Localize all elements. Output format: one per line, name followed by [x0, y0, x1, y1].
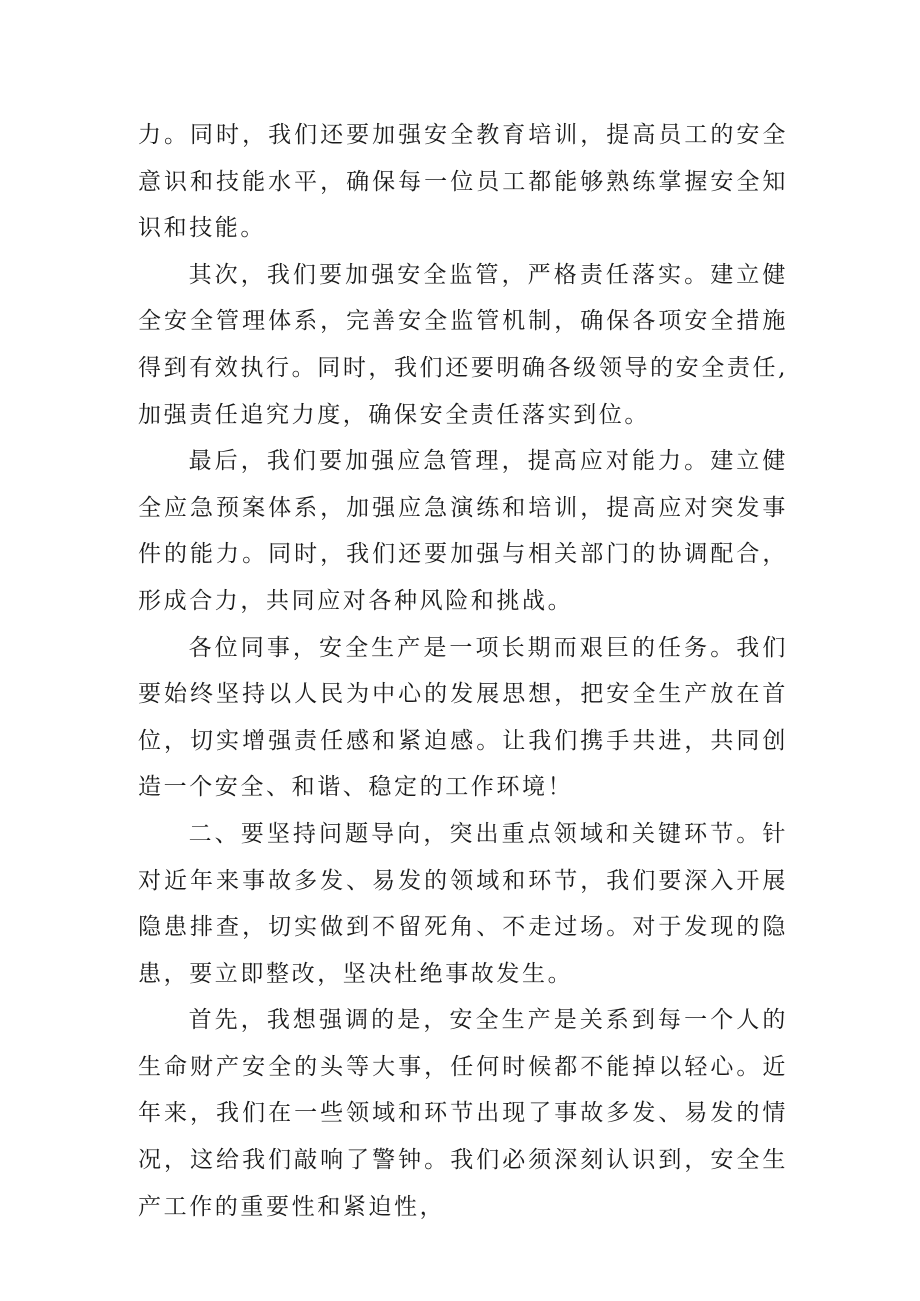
paragraph-3: 最后，我们要加强应急管理，提高应对能力。建立健全应急预案体系，加强应急演练和培训，提高应对突发事件的能力。同时，我们还要加强与相关部门的协调配合，形成合力，共同应对各种风险和挑战。 — [138, 448, 788, 614]
paragraph-4: 各位同事，安全生产是一项长期而艰巨的任务。我们要始终坚持以人民为中心的发展思想，把安全生产放在首位，切实增强责任感和紧迫感。让我们携手共进，共同创造一个安全、和谐、稳定的工作环境！ — [138, 634, 788, 801]
paragraph-5: 二、要坚持问题导向，突出重点领域和关键环节。针对近年来事故多发、易发的领域和环节，我们要深入开展隐患排查，切实做到不留死角、不走过场。对于发现的隐患，要立即整改，坚决杜绝事故发生。 — [138, 820, 788, 987]
paragraph-6: 首先，我想强调的是，安全生产是关系到每一个人的生命财产安全的头等大事，任何时候都不能掉以轻心。近年来，我们在一些领域和环节出现了事故多发、易发的情况，这给我们敲响了警钟。我们必须深刻认识到，安全生产工作的重要性和紧迫性， — [138, 1007, 788, 1220]
document-body — [138, 112, 788, 1230]
paragraph-1: 力。同时，我们还要加强安全教育培训，提高员工的安全意识和技能水平，确保每一位员工都能够熟练掌握安全知识和技能。 — [138, 122, 788, 242]
paragraph-2: 其次，我们要加强安全监管，严格责任落实。建立健全安全管理体系，完善安全监管机制，确保各项安全措施得到有效执行。同时，我们还要明确各级领导的安全责任,加强责任追究力度，确保安全责任落实到位。 — [138, 261, 788, 428]
